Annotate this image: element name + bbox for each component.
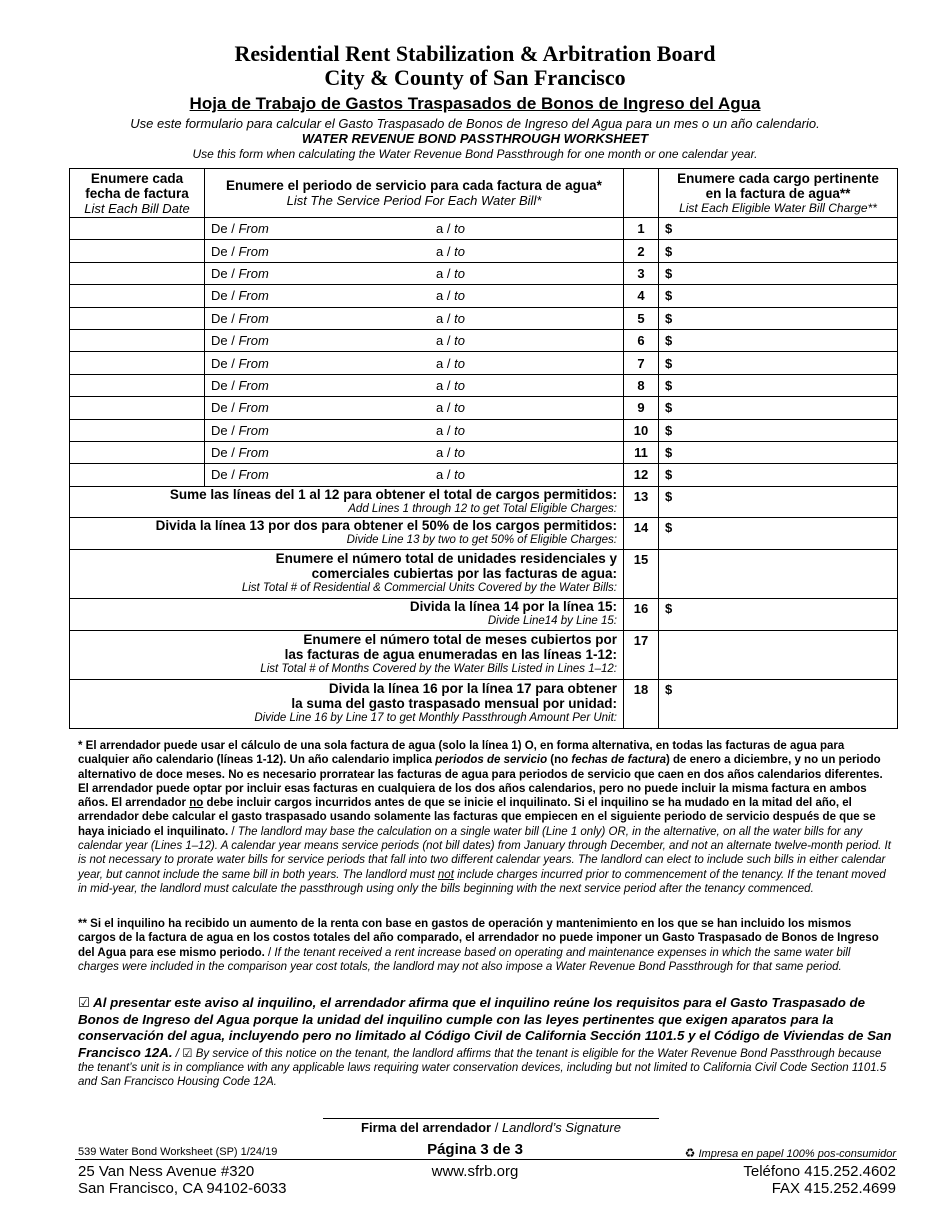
bill-line-row <box>70 397 898 419</box>
form-title-en: WATER REVENUE BOND PASSTHROUGH WORKSHEET <box>301 131 649 146</box>
form-id: 539 Water Bond Worksheet (SP) 1/24/19 <box>78 1146 278 1158</box>
charge-amount-field[interactable]: $ <box>659 262 898 284</box>
line-number: 17 <box>624 630 659 679</box>
line-number: 2 <box>624 240 659 262</box>
summary-instruction: Sume las líneas del 1 al 12 para obtener el total de cargos permitidos: Add Lines 1 through 12 to get Total Eligible Charges: <box>70 486 624 517</box>
service-period-field[interactable]: De / From a / to <box>205 397 624 419</box>
bill-date-field[interactable] <box>70 329 205 351</box>
charge-amount-field[interactable]: $ <box>659 441 898 463</box>
summary-instruction: Enumere el número total de unidades residenciales y comerciales cubiertas por las facturas de agua: List Total # of Residential & Commercial Units Covered by the Water Bills: <box>70 549 624 598</box>
bill-line-row <box>70 218 898 240</box>
charge-amount-field[interactable]: $ <box>659 419 898 441</box>
bill-line-row <box>70 464 898 486</box>
service-period-field[interactable]: De / From a / to <box>205 352 624 374</box>
bill-date-field[interactable] <box>70 419 205 441</box>
charge-amount-field[interactable]: $ <box>659 307 898 329</box>
summary-instruction: Divida la línea 14 por la línea 15: Divide Line14 by Line 15: <box>70 598 624 630</box>
bill-date-field[interactable] <box>70 441 205 463</box>
footer-divider <box>75 1159 897 1160</box>
line-number: 4 <box>624 285 659 307</box>
summary-instruction: Divida la línea 16 por la línea 17 para obtener la suma del gasto traspasado mensual por unidad: Divide Line 16 by Line 17 to get Monthly Passthrough Amount Per Unit: <box>70 679 624 728</box>
summary-row <box>70 549 898 598</box>
bill-date-field[interactable] <box>70 262 205 284</box>
worksheet-table <box>69 168 898 729</box>
summary-amount-field[interactable]: $ <box>659 679 898 728</box>
summary-amount-field[interactable]: $ <box>659 598 898 630</box>
contact-numbers: Teléfono 415.252.4602 FAX 415.252.4699 <box>743 1163 896 1197</box>
summary-amount-field[interactable]: $ <box>659 486 898 517</box>
service-period-field[interactable]: De / From a / to <box>205 262 624 284</box>
charge-amount-field[interactable]: $ <box>659 285 898 307</box>
line-number: 11 <box>624 441 659 463</box>
col-service-period-header: Enumere el periodo de servicio para cada factura de agua* List The Service Period For Each Water Bill* <box>205 169 624 218</box>
office-address: 25 Van Ness Avenue #320 San Francisco, CA 94102-6033 <box>78 1163 287 1197</box>
note-operating-expenses: ** Si el inquilino ha recibido un aumento de la renta con base en gastos de operación y mantenimiento en los que se han incluido los mismos cargos de la factura de agua en los costos totales del año comparado, el arrendador no puede imponer un Gasto Traspasado de Bonos de Ingreso del Agua para ese mismo periodo. / If the tenant received a rent increase based on operating and maintenance expenses in which the same water bill charges were included in the comparison year cost totals, the landlord may not also impose a Water Revenue Bond Passthrough for that same period. <box>78 918 879 973</box>
service-period-field[interactable]: De / From a / to <box>205 374 624 396</box>
bill-date-field[interactable] <box>70 397 205 419</box>
signature-label: Firma del arrendador / Landlord’s Signature <box>361 1120 621 1135</box>
charge-amount-field[interactable]: $ <box>659 329 898 351</box>
agency-subtitle: City & County of San Francisco <box>324 65 626 90</box>
summary-instruction: Divida la línea 13 por dos para obtener el 50% de los cargos permitidos: Divide Line 13 by two to get 50% of Eligible Charges: <box>70 517 624 549</box>
summary-amount-field[interactable]: $ <box>659 517 898 549</box>
charge-amount-field[interactable]: $ <box>659 374 898 396</box>
line-number: 16 <box>624 598 659 630</box>
service-period-field[interactable]: De / From a / to <box>205 419 624 441</box>
bill-line-row <box>70 240 898 262</box>
service-period-field[interactable]: De / From a / to <box>205 329 624 351</box>
line-number: 5 <box>624 307 659 329</box>
line-number: 1 <box>624 218 659 240</box>
service-period-field[interactable]: De / From a / to <box>205 464 624 486</box>
form-title-es: Hoja de Trabajo de Gastos Traspasados de Bonos de Ingreso del Agua <box>189 94 761 113</box>
service-period-field[interactable]: De / From a / to <box>205 240 624 262</box>
bill-date-field[interactable] <box>70 464 205 486</box>
note-service-period: * El arrendador puede usar el cálculo de una sola factura de agua (solo la línea 1) O, en forma alternativa, en todas las facturas de agua para cualquier año calendario (líneas 1-12). Un año calendario implica periodos de servicio (no fechas de factura) de enero a diciembre, y no un periodo alternativo de doce meses. No es necesario prorratear las facturas de agua para periodos de servicio que caen en dos años calendarios diferentes. El arrendador puede optar por incluir esas facturas en cualquiera de los dos años calendarios, pero no puede incluir la misma factura en ambos años. El arrendador no debe incluir cargos incurridos antes de que se inicie el inquilinato. Si el inquilino se ha mudado en la mitad del año, el arrendador debe calcular el gasto traspasado usando solamente las facturas que empiecen en el siguiente periodo de servicio después de que se haya iniciado el inquilinato. / The landlord may base the calculation on a single water bill (Line 1 only) OR, in the alternative, on all the water bills for any calendar year (Lines 1–12). A calendar year means service periods (not bill dates) from January through December, and not an alternate twelve-month period. It is not necessary to prorate water bills for service periods that fall into two different calendar years. The landlord can elect to include such bills in either calendar year, but cannot include the same bill in both years. The landlord must not include charges incurred prior to commencement of the tenancy. If the tenant moved in mid-year, the landlord must calculate the passthrough using only the bills beginning with the next service period after the tenancy commenced. <box>78 740 891 895</box>
bill-line-row <box>70 352 898 374</box>
bill-line-row <box>70 374 898 396</box>
signature-line[interactable] <box>323 1118 659 1119</box>
line-number: 12 <box>624 464 659 486</box>
line-number: 13 <box>624 486 659 517</box>
line-number: 15 <box>624 549 659 598</box>
line-number: 3 <box>624 262 659 284</box>
table-header-row <box>70 169 898 218</box>
bill-date-field[interactable] <box>70 285 205 307</box>
col-line-number-header <box>624 169 659 218</box>
charge-amount-field[interactable]: $ <box>659 240 898 262</box>
col-bill-date-header: Enumere cada fecha de factura List Each Bill Date <box>70 169 205 218</box>
col-charge-header: Enumere cada cargo pertinente en la factura de agua** List Each Eligible Water Bill Charge** <box>659 169 898 218</box>
recycle-icon: ♻ <box>684 1146 696 1160</box>
bill-line-row <box>70 441 898 463</box>
instructions-es: Use este formulario para calcular el Gasto Traspasado de Bonos de Ingreso del Agua para un mes o un año calendario. <box>130 116 820 131</box>
summary-row <box>70 630 898 679</box>
page-number: Página 3 de 3 <box>427 1141 523 1158</box>
bill-date-field[interactable] <box>70 240 205 262</box>
bill-line-row <box>70 419 898 441</box>
line-number: 6 <box>624 329 659 351</box>
line-number: 8 <box>624 374 659 396</box>
summary-row <box>70 517 898 549</box>
line-number: 14 <box>624 517 659 549</box>
summary-amount-field[interactable] <box>659 630 898 679</box>
line-number: 9 <box>624 397 659 419</box>
bill-line-row <box>70 285 898 307</box>
service-period-field[interactable]: De / From a / to <box>205 285 624 307</box>
bill-line-row <box>70 329 898 351</box>
service-period-field[interactable]: De / From a / to <box>205 441 624 463</box>
summary-row <box>70 598 898 630</box>
line-number: 7 <box>624 352 659 374</box>
charge-amount-field[interactable]: $ <box>659 464 898 486</box>
summary-instruction: Enumere el número total de meses cubiertos por las facturas de agua enumeradas en las líneas 1-12: List Total # of Months Covered by the Water Bills Listed in Lines 1–12: <box>70 630 624 679</box>
recycled-paper-note: ♻ Impresa en papel 100% pos-consumidor <box>684 1146 896 1160</box>
service-period-field[interactable]: De / From a / to <box>205 307 624 329</box>
bill-line-row <box>70 262 898 284</box>
summary-row <box>70 486 898 517</box>
website-link[interactable]: www.sfrb.org <box>431 1163 519 1180</box>
checkbox-checked-icon: ☑ <box>78 995 90 1010</box>
bill-date-field[interactable] <box>70 374 205 396</box>
summary-row <box>70 679 898 728</box>
line-number: 18 <box>624 679 659 728</box>
bill-date-field[interactable] <box>70 352 205 374</box>
note-eligibility-affirmation: ☑ Al presentar este aviso al inquilino, el arrendador afirma que el inquilino reúne los requisitos para el Gasto Traspasado de Bonos de Ingreso del Agua porque la unidad del inquilino cumple con las leyes pertinentes que exigen aparatos para la conservación del agua, incluyendo pero no limitado al Código Civil de California Sección 1101.5 y el Código de Viviendas de San Francisco 12A. / ☑ By service of this notice on the tenant, the landlord affirms that the tenant is eligible for the Water Revenue Bond Passthrough because the tenant’s unit is in compliance with any applicable laws requiring water conservation devices, including but not limited to California Civil Code Section 1101.5 and San Francisco Housing Code 12A. <box>78 995 892 1089</box>
charge-amount-field[interactable]: $ <box>659 352 898 374</box>
bill-date-field[interactable] <box>70 307 205 329</box>
charge-amount-field[interactable]: $ <box>659 218 898 240</box>
bill-date-field[interactable] <box>70 218 205 240</box>
instructions-en: Use this form when calculating the Water Revenue Bond Passthrough for one month or one calendar year. <box>192 147 758 161</box>
service-period-field[interactable]: De / From a / to <box>205 218 624 240</box>
line-number: 10 <box>624 419 659 441</box>
agency-title: Residential Rent Stabilization & Arbitration Board <box>234 41 716 66</box>
bill-line-row <box>70 307 898 329</box>
charge-amount-field[interactable]: $ <box>659 397 898 419</box>
summary-amount-field[interactable] <box>659 549 898 598</box>
